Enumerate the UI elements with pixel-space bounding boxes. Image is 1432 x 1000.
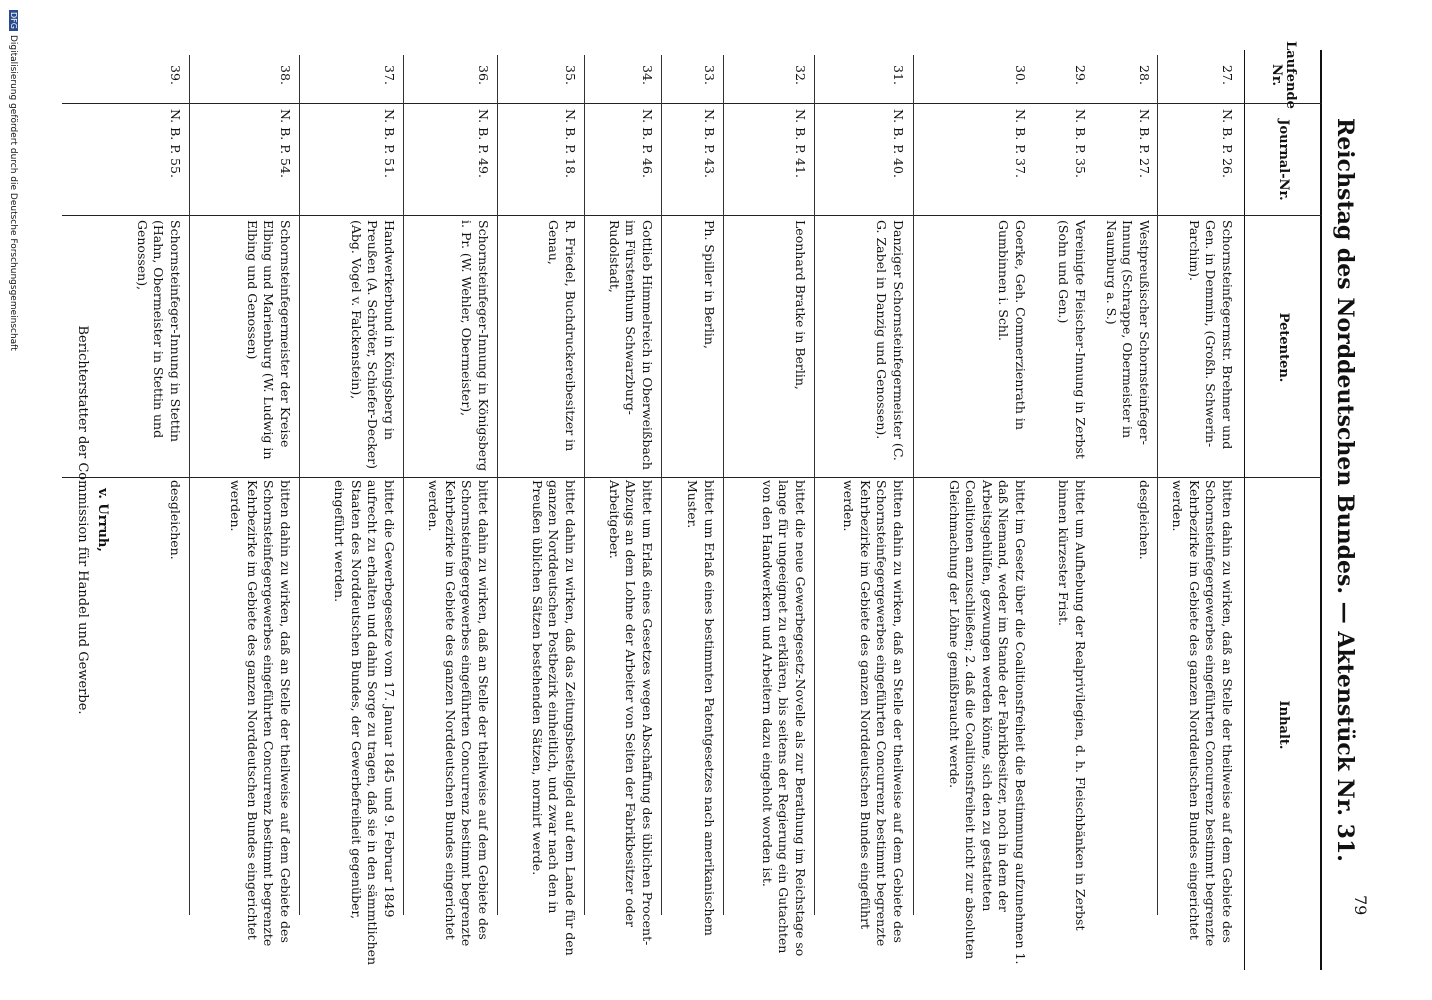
row-content: bittet im Gesetz über die Coalitionsfreiheit die Bestimmung aufzunehmen 1. daß Niemand, weder im Stande der Fabrikbesitzer, noch in dem der Arbeitsgehülfen, gezwungen werden könne, sich den zu gestatteten Coalitionen anzuschließen; 2. daß die Coalitionsfreiheit nicht zur absoluten Gleichmachung der Löhne gemißbraucht werde. xyxy=(947,480,1028,965)
row-sender: Schornsteinfegermstr. Brehmer und Gen. in Demmin, (Großh. Schwerin-Parchim). xyxy=(1187,220,1235,450)
row-sender: Ph. Spiller in Berlin, xyxy=(702,220,717,349)
row-number: 32. xyxy=(793,65,808,85)
row-sender: Handwerkerbund in Königsberg in Preußen (A. Schröter, Schiefer-Decker) (Abg. Vogel v. Falckenstein), xyxy=(349,220,397,470)
row-content: desgleichen. xyxy=(1137,480,1152,560)
row-content: bitten dahin zu wirken, daß an Stelle der theilweise auf dem Gebiete des Schornsteinfegergewerbes eingeführten Concurrenz bestimmt begrenzte Kehrbezirke im Gebiete des ganzen Norddeutschen Bundes eingeführt werden. xyxy=(841,480,906,947)
row-content: bitten dahin zu wirken, daß an Stelle der theilweise auf dem Gebiete des Schornsteinfegergewerbes eingeführten Concurrenz bestimmt begrenzte Kehrbezirke im Gebiete des ganzen Norddeutschen Bundes eingerichtet werden. xyxy=(1170,480,1235,947)
row-journal: N. B. P. 37. xyxy=(1013,109,1028,178)
row-content: bittet um Erlaß eines Gesetzes wegen Abschaffung des üblichen Procent-Abzugs an dem Lohne der Arbeiter von Seiten der Fabrikbesitzer oder Arbeitgeber. xyxy=(607,480,655,946)
row-rule xyxy=(661,55,662,915)
column-header-rule xyxy=(1244,50,1245,970)
header-rule xyxy=(1320,50,1322,970)
row-content: bitten dahin zu wirken, daß an Stelle der theilweise auf dem Gebiete des Schornsteinfegergewerbes eingeführten Concurrenz bestimmt begrenzte Kehrbezirke im Gebiete des ganzen Norddeutschen Bundes eingerichtet werden. xyxy=(228,480,293,947)
row-journal: N. B. P. 46. xyxy=(640,109,655,178)
row-rule xyxy=(497,55,498,915)
column-divider xyxy=(62,477,1322,478)
row-rule xyxy=(723,55,724,915)
row-rule xyxy=(299,55,300,915)
row-sender: R. Friedel, Buchdruckereibesitzer in Genau, xyxy=(546,220,578,452)
row-number: 29. xyxy=(1073,65,1088,85)
page-number: 79 xyxy=(1351,895,1370,916)
row-rule xyxy=(189,55,190,915)
row-sender: Vereinigte Fleischer-Innung in Zerbst (Sohn und Gen.) xyxy=(1056,220,1088,459)
row-content: bittet um Aufhebung der Realprivilegien, d. h. Fleischbänken in Zerbst binnen kürzester Frist. xyxy=(1056,480,1088,931)
column-divider xyxy=(62,215,1322,216)
row-journal: N. B. P. 54. xyxy=(278,109,293,178)
row-sender: Goerke, Geh. Commerzienrath in Gumbinnen i. Schl. xyxy=(996,220,1028,430)
row-sender: Schornsteinfegermeister der Kreise Elbing und Marienburg (W. Ludwig in Elbing und Genossen) xyxy=(245,220,293,460)
row-number: 33. xyxy=(702,65,717,85)
row-journal: N. B. P. 55. xyxy=(168,109,183,178)
row-number: 31. xyxy=(891,65,906,85)
row-journal: N. B. P. 26. xyxy=(1220,109,1235,178)
signature-marker: v. Urruh, xyxy=(95,488,110,552)
row-number: 36. xyxy=(476,65,491,85)
digitization-note: Digitalisierung gefördert durch die Deutsche Forschungsgemeinschaft xyxy=(8,34,18,351)
row-number: 38. xyxy=(278,65,293,85)
row-sender: Leonhard Bratke in Berlin, xyxy=(793,220,808,390)
row-number: 30. xyxy=(1013,65,1028,85)
row-sender: Schornsteinfeger-Innung in Königsberg i. Pr. (W. Wehler, Obermeister), xyxy=(459,220,491,472)
row-journal: N. B. P. 41. xyxy=(793,109,808,178)
row-content: bittet um Erlaß eines bestimmten Patentgesetzes nach amerikanischem Muster. xyxy=(685,480,717,936)
row-number: 39. xyxy=(168,65,183,85)
row-content: bittet dahin zu wirken, daß an Stelle der theilweise auf dem Gebiete des Schornsteinfegergewerbes eingeführten Concurrenz bestimmt begrenzte Kehrbezirke im Gebiete des ganzen Norddeutschen Bundes eingerichtet werden. xyxy=(426,480,491,947)
row-journal: N. B. P. 35. xyxy=(1073,109,1088,178)
row-content: bittet dahin zu wirken, daß das Zeitungsbestellgeld auf dem Lande für den ganzen Norddeutschen Postbezirk einheitlich, und zwar nach den in Preußen üblichen Sätzen bestehenden Sätzen, normirt werde. xyxy=(530,480,578,956)
row-number: 35. xyxy=(563,65,578,85)
row-journal: N. B. P. 49. xyxy=(476,109,491,178)
column-divider xyxy=(62,103,1322,104)
row-journal: N. B. P. 18. xyxy=(563,109,578,178)
row-sender: Danziger Schornsteinfegermeister (C. G. Zabel in Danzig und Genossen). xyxy=(874,220,906,461)
row-journal: N. B. P. 40. xyxy=(891,109,906,178)
row-number: 37. xyxy=(382,65,397,85)
row-journal: N. B. P. 43. xyxy=(702,109,717,178)
row-rule xyxy=(913,55,914,915)
row-content: desgleichen. xyxy=(168,480,183,560)
column-header-sender: Petenten. xyxy=(1276,312,1292,383)
dfg-logo-icon: DFG xyxy=(9,12,18,29)
row-number: 34. xyxy=(640,65,655,85)
row-content: bittet die Gewerbegesetze vom 17. Januar 1845 und 9. Februar 1849 aufrecht zu erhalten und dahin Sorge zu tragen, daß sie in den sämmtlichen Staaten des Norddeutschen Bundes, der Gewerbefreiheit gegenüber, eingeführt werden. xyxy=(332,480,397,966)
row-content: bittet die neue Gewerbegesetz-Novelle als zur Berathung im Reichstage so lange für ungeeignet zu erklären, bis seitens der Regierung ein Gutachten von den Handwerkern und Arbeitern dazu eingeholt worden ist. xyxy=(760,480,808,957)
row-rule xyxy=(403,55,404,915)
running-head: Reichstag des Norddeutschen Bundes. — Aktenstück Nr. 31. xyxy=(1332,118,1358,862)
row-journal: N. B. P. 51. xyxy=(382,109,397,178)
row-number: 27. xyxy=(1220,65,1235,85)
column-header-content: Inhalt. xyxy=(1276,700,1292,750)
row-sender: Gottlieb Himmelreich in Oberweißbach im Fürstenthum Schwarzburg-Rudolstadt, xyxy=(607,220,655,470)
row-journal: N. B. P. 27. xyxy=(1137,109,1152,178)
column-header-num: Laufende Nr. xyxy=(1269,41,1299,109)
row-rule xyxy=(814,55,815,915)
row-sender: Westpreußischer Schornsteinfeger-Innung (Schrappe, Obermeister in Naumburg a. S.) xyxy=(1104,220,1152,445)
column-header-journal: Journal-Nr. xyxy=(1276,119,1292,201)
row-rule xyxy=(584,55,585,915)
digitization-footer xyxy=(8,10,18,351)
row-rule xyxy=(1157,55,1158,915)
signature-title: Berichterstatter der Commission für Handel und Gewerbe. xyxy=(75,325,90,715)
row-number: 28. xyxy=(1137,65,1152,85)
row-sender: Schornsteinfeger-Innung in Stettin (Hahn, Obermeister in Stettin und Genossen), xyxy=(135,220,183,442)
